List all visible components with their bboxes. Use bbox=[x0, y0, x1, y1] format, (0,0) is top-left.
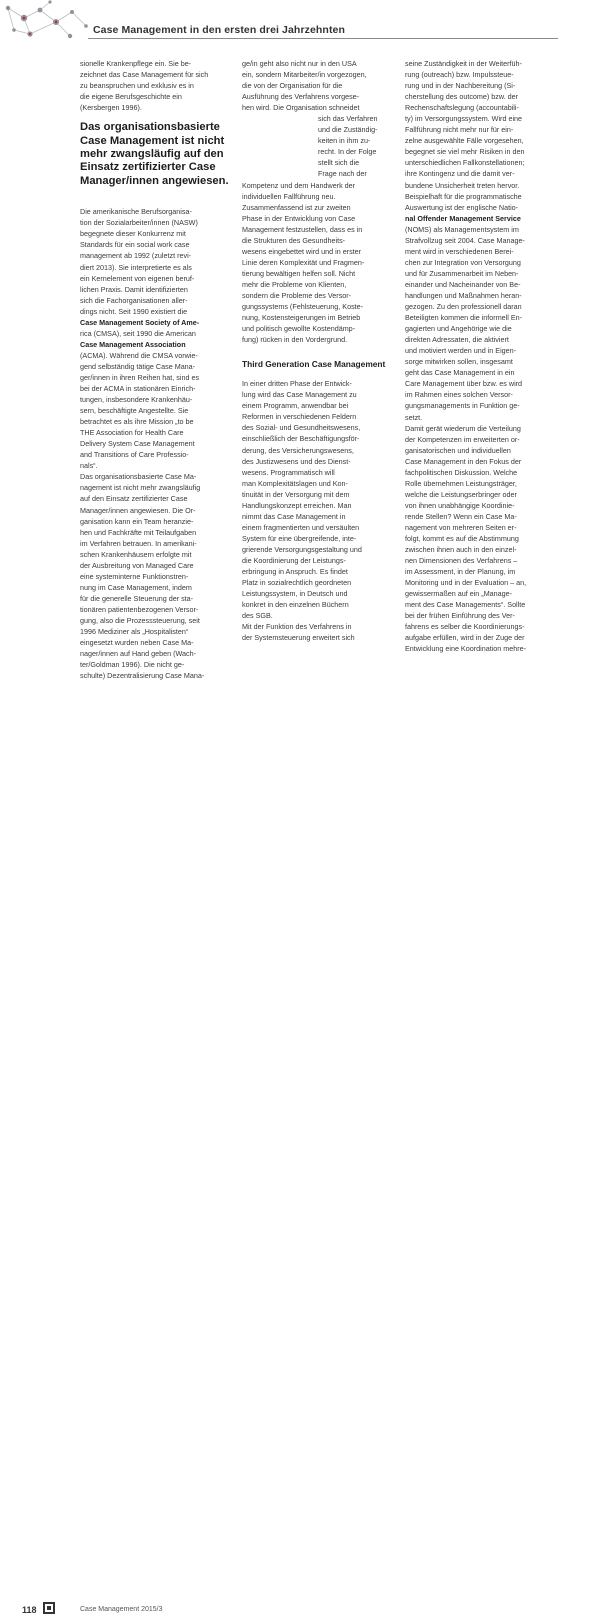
text-line: nung, Kostensteigerungen im Betrieb bbox=[242, 313, 361, 323]
text-line: betrachtet es als ihre Mission „to be bbox=[80, 417, 194, 427]
text-line: Entwicklung eine Koordination mehre- bbox=[405, 644, 527, 654]
text-line: management ab 1992 (zuletzt revi- bbox=[80, 251, 192, 261]
text-line: nagement ist nicht mehr zwangsläufig bbox=[80, 483, 201, 493]
text-line: sionelle Krankenpflege ein. Sie be- bbox=[80, 59, 192, 68]
text-line: des SGB. bbox=[242, 611, 273, 621]
text-line: rung und in der Nachbereitung (Si- bbox=[405, 81, 516, 91]
text-line: Phase in der Entwicklung von Case bbox=[242, 213, 356, 223]
text-line: gewissermaßen auf ein „Manage- bbox=[405, 589, 513, 599]
text-line: nager/innen auf Hand geben (Wach- bbox=[80, 649, 197, 659]
text-line: hen wird. Die Organisation schneidet bbox=[242, 103, 360, 113]
text-line: die Strukturen des Gesundheits- bbox=[242, 235, 346, 245]
text-line: handlungen und Maßnahmen heran- bbox=[405, 290, 522, 300]
text-line: dings nicht. Seit 1990 existiert die bbox=[80, 306, 188, 316]
text-line: Kompetenz und dem Handwerk der bbox=[242, 180, 356, 190]
text-column-2 bbox=[242, 58, 397, 643]
text-line: ganisatorischen und individuellen bbox=[405, 445, 511, 455]
text-line: der Ausbreitung von Managed Care bbox=[80, 560, 194, 570]
section-heading: Third Generation Case Management bbox=[242, 359, 386, 370]
paragraph-col2-top bbox=[242, 58, 397, 345]
text-line: rende Stellen? Wenn ein Case Ma- bbox=[405, 511, 517, 521]
text-line: eine systeminterne Funktionstren- bbox=[80, 571, 189, 581]
text-line: und politisch gewollte Kostendämp- bbox=[242, 324, 356, 334]
text-line: ty) im Versorgungssystem. Wird eine bbox=[405, 114, 523, 124]
molecule-network-icon bbox=[0, 0, 92, 44]
text-line: Das organisationsbasierte Case Ma- bbox=[80, 472, 197, 482]
text-line: fahrens es selber die Koordinierungs- bbox=[405, 622, 525, 632]
text-line: individuellen Fallführung neu. bbox=[242, 191, 336, 201]
paragraph-col2-bottom bbox=[242, 378, 397, 643]
text-line: (Kersbergen 1996). bbox=[80, 103, 142, 113]
text-line: Reformen in verschiedenen Feldern bbox=[242, 412, 357, 422]
text-line: Manager/innen angewiesen. Die Or- bbox=[80, 505, 196, 515]
text-line: and Transitions of Care Professio- bbox=[80, 450, 189, 460]
text-line: tionären patientenbezogenen Versor- bbox=[80, 604, 199, 614]
text-line: chen zur Integration von Versorgung bbox=[405, 257, 521, 267]
text-line: mehr die Probleme von Klienten, bbox=[242, 279, 347, 289]
text-line: wesens. Programmatisch will bbox=[242, 467, 335, 477]
text-line: Mit der Funktion des Verfahrens in bbox=[242, 622, 352, 632]
pull-quote: Das organisationsbasierte Case Management ist nicht mehr zwangsläufig auf den Einsatz zertifizierter Case Manager/innen angewiesen. bbox=[80, 121, 229, 187]
journal-name: Case Management 2015/3 bbox=[80, 1606, 163, 1613]
text-line: zeichnet das Case Management für sich bbox=[80, 70, 209, 80]
text-line: Delivery System Case Management bbox=[80, 439, 195, 449]
text-line: Rechenschaftslegung (accountabili- bbox=[405, 103, 519, 113]
text-line: (NOMS) als Managementsystem im bbox=[405, 224, 519, 234]
text-line: Frage nach der bbox=[318, 169, 367, 179]
header-divider bbox=[88, 38, 558, 39]
text-line: nal Offender Management Service bbox=[405, 213, 521, 223]
text-line: für die generelle Steuerung der sta- bbox=[80, 593, 194, 603]
text-line: Damit gerät wiederum die Verteilung bbox=[405, 423, 521, 433]
text-line: diert 2013). Sie interpretierte es als bbox=[80, 262, 192, 272]
text-line: In einer dritten Phase der Entwick- bbox=[242, 379, 352, 389]
text-line: Case Management Society of Ame- bbox=[80, 317, 200, 327]
text-line: sondern die Probleme des Versor- bbox=[242, 290, 352, 300]
text-line: Case Management Association bbox=[80, 339, 186, 349]
text-line: welche die Leistungserbringer oder bbox=[405, 489, 517, 499]
text-line: bei der frühen Einführung des Ver- bbox=[405, 611, 515, 621]
text-line: ter/Goldman 1996). Die nicht ge- bbox=[80, 660, 185, 670]
text-line: einschließlich der Beschäftigungsför- bbox=[242, 434, 360, 444]
text-line: bundene Unsicherheit treten hervor. bbox=[405, 180, 520, 190]
text-line: tion der Sozialarbeiter/innen (NASW) bbox=[80, 218, 198, 228]
text-line: nen Dimensionen des Verfahrens – bbox=[405, 556, 518, 566]
text-line: keiten in ihm zu- bbox=[318, 136, 371, 146]
text-line: des Sozial- und Gesundheitswesens, bbox=[242, 423, 361, 433]
page-header bbox=[0, 0, 592, 44]
text-line: auf den Einsatz zertifizierter Case bbox=[80, 494, 188, 504]
text-line: Platz in sozialrechtlich geordneten bbox=[242, 578, 352, 588]
text-line: begegnete dieser Konkurrenz mit bbox=[80, 229, 186, 239]
text-line: Handlungskonzept erreichen. Man bbox=[242, 500, 352, 510]
text-column-3 bbox=[405, 58, 563, 655]
text-line: schulte) Dezentralisierung Case Mana- bbox=[80, 671, 205, 681]
text-line: einem fragmentierten und versäulten bbox=[242, 522, 360, 532]
text-line: Auswertung ist der englische Natio- bbox=[405, 202, 519, 212]
text-line: Standards für ein social work case bbox=[80, 240, 190, 250]
page-footer bbox=[0, 800, 592, 1615]
text-line: stellt sich die bbox=[318, 158, 360, 168]
text-line: derung, des Versicherungswesens, bbox=[242, 445, 354, 455]
text-line: sich das Verfahren bbox=[318, 114, 378, 124]
paragraph-col3 bbox=[405, 58, 563, 655]
text-line: unterschiedlichen Fallkonstellationen; bbox=[405, 158, 525, 168]
text-line: Die amerikanische Berufsorganisa- bbox=[80, 207, 192, 217]
text-line: des Justizwesens und des Dienst- bbox=[242, 456, 351, 466]
text-line: ment des Case Managements“. Sollte bbox=[405, 600, 526, 610]
text-line: tinuität in der Versorgung mit dem bbox=[242, 489, 350, 499]
text-line: die von der Organisation für die bbox=[242, 81, 343, 91]
text-line: erbringung in Anspruch. Es findet bbox=[242, 567, 348, 577]
text-line: ge/in geht also nicht nur in den USA bbox=[242, 59, 357, 68]
text-line: und motiviert werden und in Eigen- bbox=[405, 346, 517, 356]
text-line: hen und Fachkräfte mit Teilaufgaben bbox=[80, 527, 197, 537]
text-line: 1996 Mediziner als „Hospitalisten“ bbox=[80, 627, 189, 637]
text-line: fung) rücken in den Vordergrund. bbox=[242, 335, 348, 345]
text-line: schen Krankenhäusern erfolgte mit bbox=[80, 549, 192, 559]
text-line: setzt. bbox=[405, 412, 423, 422]
text-line: Care Management über bzw. es wird bbox=[405, 379, 523, 389]
text-line: gung, also die Prozesssteuerung, seit bbox=[80, 616, 200, 625]
text-line: rica (CMSA), seit 1990 die American bbox=[80, 328, 196, 338]
text-line: im Rahmen eines solchen Versor- bbox=[405, 390, 513, 400]
text-line: Linie deren Komplexität und Fragmen- bbox=[242, 257, 365, 267]
text-line: zwischen ihnen auch in den einzel- bbox=[405, 545, 517, 555]
text-line: Zusammenfassend ist zur zweiten bbox=[242, 202, 351, 212]
text-line: Beteiligten kommen die informell En- bbox=[405, 313, 523, 323]
text-line: sern, beschäftigte Angestellte. Sie bbox=[80, 406, 189, 416]
text-line: recht. In der Folge bbox=[318, 147, 377, 157]
text-line: einander und Nacheinander von Be- bbox=[405, 279, 521, 289]
text-line: ger/innen in ihren Reihen hat, sind es bbox=[80, 372, 200, 382]
text-line: ganisation kann ein Team heranzie- bbox=[80, 516, 194, 526]
text-line: von ihnen unabhängige Koordinie- bbox=[405, 500, 515, 510]
text-line: grierende Versorgungsgestaltung und bbox=[242, 544, 362, 554]
text-line: im Verfahren betrauen. In amerikani- bbox=[80, 538, 197, 548]
text-line: gungssystems (Fehlsteuerung, Koste- bbox=[242, 302, 364, 312]
text-line: Ausführung des Verfahrens vorgese- bbox=[242, 92, 360, 102]
text-line: die Koordinierung der Leistungs- bbox=[242, 555, 346, 565]
text-line: wesens eingebettet wird und in erster bbox=[242, 246, 362, 256]
text-line: ment wird in verschiedenen Berei- bbox=[405, 246, 514, 256]
paragraph-col1-top bbox=[80, 58, 233, 113]
text-line: gezogen. Zu den professionell daran bbox=[405, 302, 522, 312]
text-line: THE Association for Health Care bbox=[80, 428, 184, 438]
text-line: fachpolitischen Diskussion. Welche bbox=[405, 467, 518, 477]
text-line: Strafvollzug seit 2004. Case Manage- bbox=[405, 235, 525, 245]
text-line: Case Management in den Fokus der bbox=[405, 456, 522, 466]
text-line: folgt, kommt es auf die Abstimmung bbox=[405, 534, 519, 544]
text-line: tierung bewältigen helfen soll. Nicht bbox=[242, 268, 356, 278]
text-line: ein, sondern Mitarbeiter/in vorgezogen, bbox=[242, 70, 367, 80]
text-line: sorge mitwirken sollen, insgesamt bbox=[405, 357, 513, 367]
text-line: Fallführung nicht mehr nur für ein- bbox=[405, 125, 514, 135]
text-line: aufgabe erfüllen, wird in der Zuge der bbox=[405, 633, 525, 643]
text-line: der Kompetenzen im erweiterten or- bbox=[405, 434, 520, 444]
text-line: die eigene Berufsgeschichte ein bbox=[80, 92, 182, 102]
text-line: lung wird das Case Management zu bbox=[242, 390, 357, 400]
text-line: Rolle übernehmen Leistungsträger, bbox=[405, 478, 517, 488]
text-line: ihre Kontingenz und die damit ver- bbox=[405, 169, 515, 179]
text-line: bei der ACMA in stationären Einrich- bbox=[80, 384, 196, 394]
paragraph-col1-bottom bbox=[80, 206, 233, 681]
text-line: direkten Adressaten, die aktiviert bbox=[405, 335, 509, 345]
text-line: (ACMA). Während die CMSA vorwie- bbox=[80, 350, 198, 360]
text-line: seine Zuständigkeit in der Weiterfüh- bbox=[405, 59, 522, 68]
text-line: eingesetzt wurden neben Case Ma- bbox=[80, 638, 194, 648]
text-line: cherstellung des outcome) bzw. der bbox=[405, 92, 519, 102]
text-line: nagement von mehreren Seiten er- bbox=[405, 522, 517, 532]
text-line: der Systemsteuerung erweitert sich bbox=[242, 633, 355, 643]
text-line: konkret in den einzelnen Büchern bbox=[242, 600, 349, 610]
page-number: 118 bbox=[22, 1605, 37, 1615]
text-line: rung (outreach) bzw. Impulssteue- bbox=[405, 70, 514, 80]
text-line: zelne ausgewählte Fälle vorgesehen, bbox=[405, 136, 524, 146]
text-line: gend selbständig tätige Case Mana- bbox=[80, 361, 196, 371]
text-line: einem Programm, anwendbar bei bbox=[242, 401, 349, 411]
text-line: geht das Case Management in ein bbox=[405, 368, 515, 378]
text-line: System für eine übergreifende, inte- bbox=[242, 533, 357, 543]
text-line: gungsmanagements in Funktion ge- bbox=[405, 401, 520, 411]
journal-logo-icon bbox=[43, 1602, 55, 1614]
running-header-title: Case Management in den ersten drei Jahrzehnten bbox=[93, 24, 346, 36]
text-line: gagierten und Angehörige wie die bbox=[405, 324, 512, 334]
text-line: ein Kernelement von eigenen beruf- bbox=[80, 273, 195, 283]
text-line: Monitoring und in der Evaluation – an, bbox=[405, 578, 527, 588]
text-line: begegnet sie viel mehr Risiken in den bbox=[405, 147, 525, 157]
text-line: sich die Fachorganisationen aller- bbox=[80, 295, 188, 305]
text-line: lichen Praxis. Damit identifizierten bbox=[80, 284, 188, 294]
text-line: nimmt das Case Management in bbox=[242, 511, 346, 521]
text-line: und die Zuständig- bbox=[318, 125, 378, 135]
text-line: Management festzustellen, dass es in bbox=[242, 224, 363, 234]
text-line: und für Zusammenarbeit im Neben- bbox=[405, 268, 519, 278]
text-line: im Assessment, in der Planung, im bbox=[405, 567, 516, 577]
text-line: tungen, insbesondere Krankenhäu- bbox=[80, 395, 193, 405]
text-line: nung im Case Management, indem bbox=[80, 582, 192, 592]
text-line: Beispielhaft für die programmatische bbox=[405, 191, 522, 201]
text-line: man Komplexitätslagen und Kon- bbox=[242, 478, 348, 488]
text-line: nals“. bbox=[80, 461, 98, 471]
text-column-1 bbox=[80, 58, 233, 681]
text-line: zu beanspruchen und exklusiv es in bbox=[80, 81, 194, 91]
text-line: Leistungssystem, in Deutsch und bbox=[242, 589, 348, 599]
